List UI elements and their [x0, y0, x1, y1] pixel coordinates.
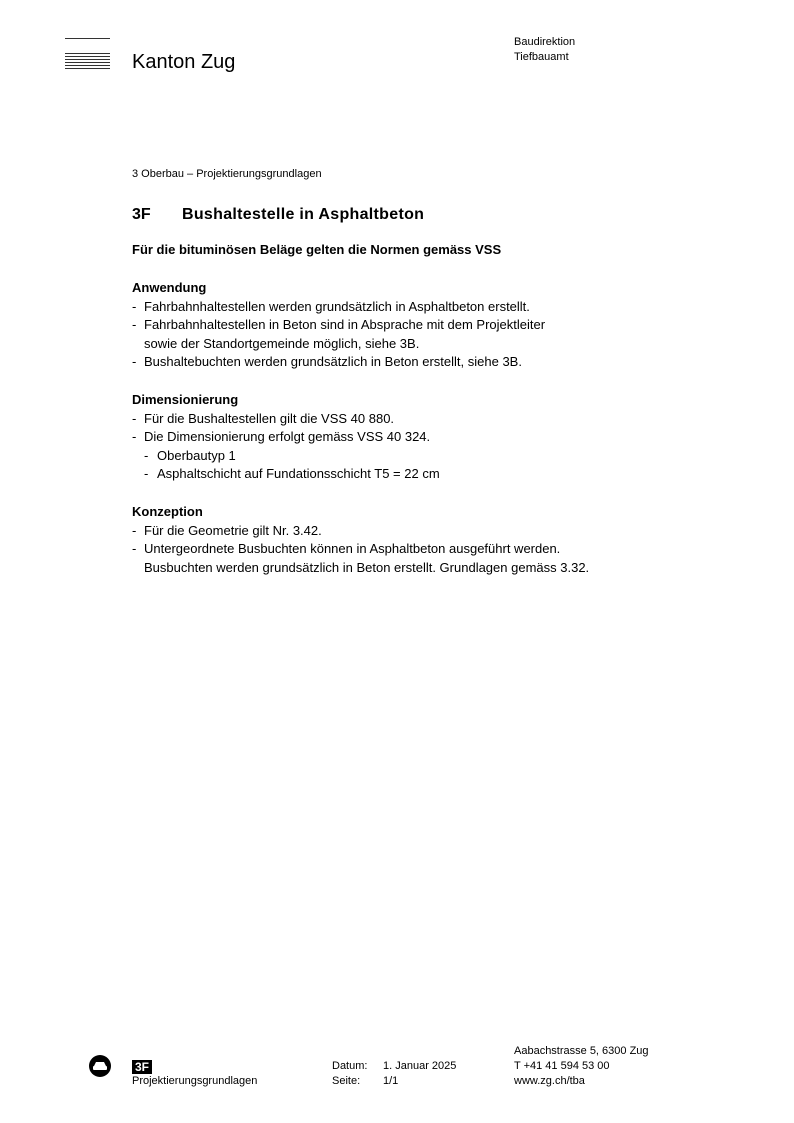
list-item: - Für die Bushaltestellen gilt die VSS 40 880. — [132, 410, 395, 426]
sub-list-item: - Oberbautyp 1 — [144, 447, 236, 463]
title-number: 3F — [132, 206, 151, 223]
breadcrumb: 3 Oberbau – Projektierungsgrundlagen — [132, 168, 322, 180]
datum-value: 1. Januar 2025 — [383, 1060, 457, 1072]
list-item: - Die Dimensionierung erfolgt gemäss VSS 40 324. — [132, 429, 431, 444]
page-title — [132, 205, 425, 225]
list-item-continuation: Busbuchten werden grundsätzlich in Beton erstellt. Grundlagen gemäss 3.32. — [144, 559, 590, 575]
list-item: - Untergeordnete Busbuchten können in Asphaltbeton ausgeführt werden. — [132, 541, 561, 556]
address: Aabachstrasse 5, 6300 Zug — [514, 1045, 649, 1057]
list-item: - Fahrbahnhaltestellen werden grundsätzlich in Asphaltbeton erstellt. — [132, 298, 530, 314]
logo-text: Kanton Zug — [132, 51, 236, 73]
subtitle: Für die bituminösen Beläge gelten die Normen gemäss VSS — [132, 242, 502, 257]
list-item: - Für die Geometrie gilt Nr. 3.42. — [132, 522, 322, 538]
department: Baudirektion — [514, 36, 576, 48]
list-item: - Fahrbahnhaltestellen in Beton sind in Absprache mit dem Projektleiter — [132, 317, 546, 332]
section-heading: Dimensionierung — [132, 392, 239, 407]
datum-label: Datum: — [332, 1060, 368, 1072]
car-icon — [88, 1054, 112, 1078]
footer-badge: 3F — [132, 1058, 152, 1076]
section-heading: Anwendung — [132, 280, 207, 295]
office: Tiefbauamt — [514, 51, 569, 63]
section-heading: Konzeption — [132, 504, 203, 519]
website-link[interactable]: www.zg.ch/tba — [514, 1075, 585, 1087]
phone: T +41 41 594 53 00 — [514, 1060, 610, 1072]
section-anwendung — [132, 279, 545, 372]
seite-label: Seite: — [332, 1075, 361, 1087]
footer-label: Projektierungsgrundlagen — [132, 1075, 258, 1087]
list-item: - Bushaltebuchten werden grundsätzlich in Beton erstellt, siehe 3B. — [132, 354, 522, 369]
section-konzeption — [132, 503, 589, 577]
sub-list-item: - Asphaltschicht auf Fundationsschicht T5 = 22 cm — [144, 466, 440, 481]
title-text: Bushaltestelle in Asphaltbeton — [182, 206, 425, 223]
seite-value: 1/1 — [383, 1075, 399, 1087]
section-dimensionierung — [132, 391, 440, 484]
list-item-continuation: sowie der Standortgemeinde möglich, siehe 3B. — [144, 335, 420, 351]
